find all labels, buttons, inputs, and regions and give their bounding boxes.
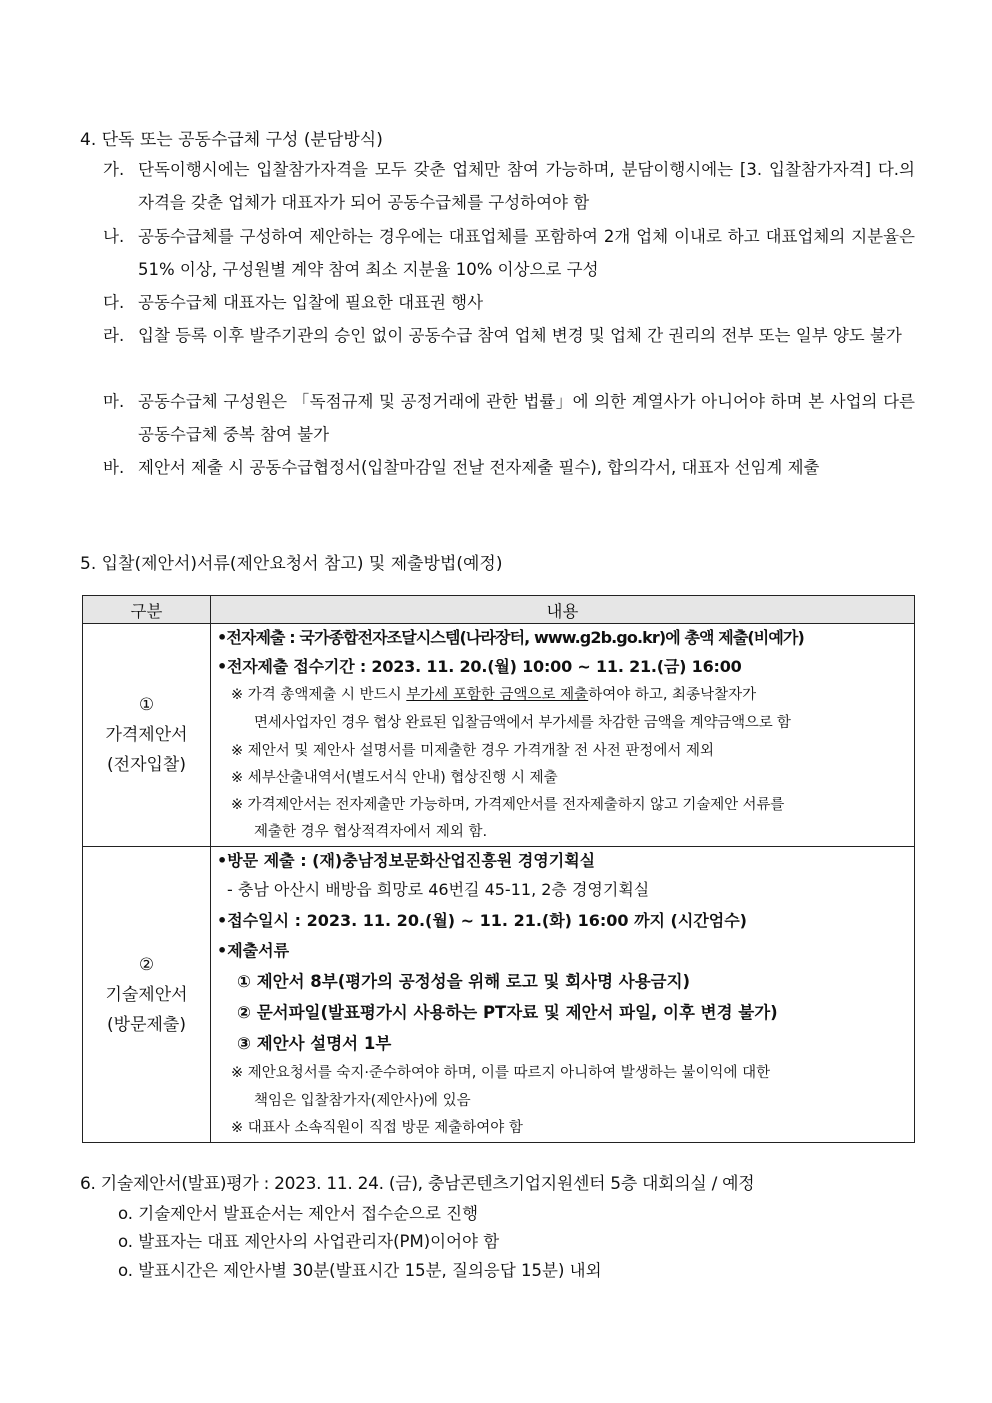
item-marker: 가. [103,160,125,179]
table-header-row [83,596,915,624]
category-sub: (방문제출) [107,1014,186,1035]
section-6-title: 6. 기술제안서(발표)평가 : 2023. 11. 24. (금), 충남콘텐츠기업지원센터 5층 대회의실 / 예정 [80,1174,755,1194]
note-line: ※ 제안서 및 제안사 설명서를 미제출한 경우 가격개찰 전 사전 판정에서 제외 [231,743,715,759]
item-marker: 라. [103,326,125,345]
item-text: 단독이행시에는 입찰참가자격을 모두 갖춘 업체만 참여 가능하며, 분담이행시에는 [3. 입찰참가자격] 다.의 자격을 갖춘 업체가 대표자가 되어 공동수급체를 구성하여야 함 [138,160,915,212]
list-item: o. 발표자는 대표 제안사의 사업관리자(PM)이어야 함 [118,1232,500,1251]
item-text: 공동수급체 구성원은 「독점규제 및 공정거래에 관한 법률」에 의한 계열사가 아니어야 하며 본 사업의 다른 공동수급체 중복 참여 불가 [138,392,915,444]
content-line: •전자제출 : 국가종합전자조달시스템(나라장터, www.g2b.go.kr)에 총액 제출(비예가) [217,628,804,647]
list-item [103,286,915,319]
item-marker: 바. [103,458,125,477]
note-underlined: 부가세 포함한 금액으로 제출 [406,687,589,703]
content-cell [211,624,915,847]
item-marker: 마. [103,392,125,411]
category-cell [83,624,211,847]
category-cell [83,847,211,1143]
item-marker: 다. [103,293,125,312]
note-line: 제출한 경우 협상적격자에서 제외 함. [254,824,488,840]
header-category: 구분 [83,596,211,624]
content-line: •접수일시 : 2023. 11. 20.(월) ~ 11. 21.(화) 16:00 까지 (시간엄수) [217,911,747,930]
list-item [103,451,915,484]
list-item [103,385,915,451]
document-item: ① 제안서 8부(평가의 공정성을 위해 로고 및 회사명 사용금지) [237,972,691,991]
note-line: ※ 제안요청서를 숙지·준수하여야 하며, 이를 따르지 아니하여 발생하는 불이익에 대한 [231,1065,771,1081]
submission-table [82,595,915,1143]
category-name: 기술제안서 [105,984,188,1005]
note-text: ※ 가격 총액제출 시 반드시 [231,687,407,703]
list-item [103,220,915,286]
list-item [103,153,915,219]
section-4-title: 4. 단독 또는 공동수급체 구성 (분담방식) [80,130,383,150]
content-line: •제출서류 [217,941,290,960]
document-item: ③ 제안사 설명서 1부 [237,1034,392,1053]
category-name: 가격제안서 [105,725,188,745]
note-line: 면세사업자인 경우 협상 완료된 입찰금액에서 부가세를 차감한 금액을 계약금액으로 함 [254,715,791,731]
content-line: - 충남 아산시 배방읍 희망로 46번길 45-11, 2층 경영기획실 [227,880,650,899]
category-sub: (전자입찰) [107,755,186,775]
note-line: 책임은 입찰참가자(제안사)에 있음 [254,1093,471,1109]
list-item: o. 기술제안서 발표순서는 제안서 접수순으로 진행 [118,1204,479,1223]
note-line: ※ 세부산출내역서(별도서식 안내) 협상진행 시 제출 [231,770,558,786]
section-5-title: 5. 입찰(제안서)서류(제안요청서 참고) 및 제출방법(예정) [80,554,503,574]
table-row [83,847,915,1143]
note-line: ※ 가격제안서는 전자제출만 가능하며, 가격제안서를 전자제출하지 않고 기술제안 서류를 [231,797,785,813]
content-line: •전자제출 접수기간 : 2023. 11. 20.(월) 10:00 ~ 11. 21.(금) 16:00 [217,657,742,676]
category-number: ② [138,954,155,975]
item-text: 제안서 제출 시 공동수급협정서(입찰마감일 전날 전자제출 필수), 합의각서, 대표자 선임계 제출 [138,458,820,477]
note-text: 하여야 하고, 최종낙찰자가 [588,687,757,703]
item-text: 입찰 등록 이후 발주기관의 승인 없이 공동수급 참여 업체 변경 및 업체 간 권리의 전부 또는 일부 양도 불가 [138,326,902,345]
list-item [103,319,915,352]
item-marker: 나. [103,227,125,246]
note-line [217,682,914,709]
category-number: ① [138,695,155,715]
document-item: ② 문서파일(발표평가시 사용하는 PT자료 및 제안서 파일, 이후 변경 불가) [237,1003,778,1022]
item-text: 공동수급체 대표자는 입찰에 필요한 대표권 행사 [138,293,484,312]
item-text: 공동수급체를 구성하여 제안하는 경우에는 대표업체를 포함하여 2개 업체 이내로 하고 대표업체의 지분율은 51% 이상, 구성원별 계약 참여 최소 지분율 10% 이상으로 구성 [138,227,915,279]
content-line: •방문 제출 : (재)충남정보문화산업진흥원 경영기획실 [217,851,596,870]
note-line: ※ 대표사 소속직원이 직접 방문 제출하여야 함 [231,1120,523,1136]
table-row [83,624,915,847]
header-content: 내용 [211,596,915,624]
list-item: o. 발표시간은 제안사별 30분(발표시간 15분, 질의응답 15분) 내외 [118,1261,602,1280]
content-cell [211,847,915,1143]
